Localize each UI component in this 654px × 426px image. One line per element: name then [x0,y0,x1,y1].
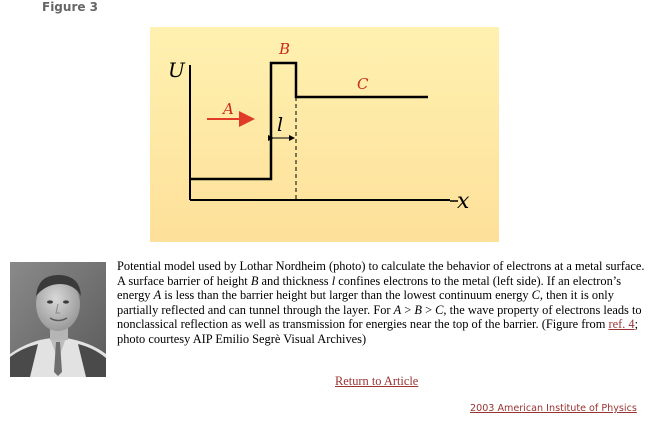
caption-var-l: l [331,273,336,288]
caption-text-1: Potential model used by Lothar Nordheim (photo) to calculate the behavior of electrons at a metal surface. A surface barrier of height [117,259,645,288]
copyright-link[interactable]: 2003 American Institute of Physics [470,403,637,414]
potential-diagram [150,27,499,242]
caption-var-a: A [153,288,162,302]
axis-y-label: U [168,58,185,82]
caption-text-5: , then it is only partially reflected and can tunnel through the layer. For [117,288,614,317]
axis-x-label: x [457,189,470,214]
caption-text-4: is less than the barrier height but larger than the lowest continuum energy [161,288,532,302]
caption-gt: > [421,302,436,317]
caption-text-3: confines electrons to the metal (left side). If an electron’s energy [117,273,622,302]
caption-var-c: C [531,288,540,302]
caption-text-7: ; photo courtesy AIP Emilio Segrè Visual Archives) [117,317,639,346]
label-a: A [223,100,234,118]
caption-text-2: and thickness [258,273,332,288]
diagram-background [150,27,499,242]
caption-text-6: , the wave property of electrons leads to nonclassical reflection as well as transmission for energies near the top of the barrier. (Figure from [117,302,642,331]
caption-gt: > [401,302,415,317]
label-b: B [279,40,291,58]
potential-diagram-svg [150,27,499,242]
return-to-article-link[interactable]: Return to Article [335,374,419,388]
caption-var-c: C [435,302,444,317]
nordheim-photo [10,262,106,377]
caption-var-b: B [414,302,422,317]
portrait-image [10,262,106,377]
reference-link[interactable]: ref. 4 [608,317,635,331]
label-thickness: l [277,114,284,136]
figure-heading: Figure 3 [42,0,99,14]
caption-var-b: B [250,273,259,288]
figure-caption [117,259,649,346]
label-c: C [357,75,369,93]
caption-var-a: A [393,302,402,317]
